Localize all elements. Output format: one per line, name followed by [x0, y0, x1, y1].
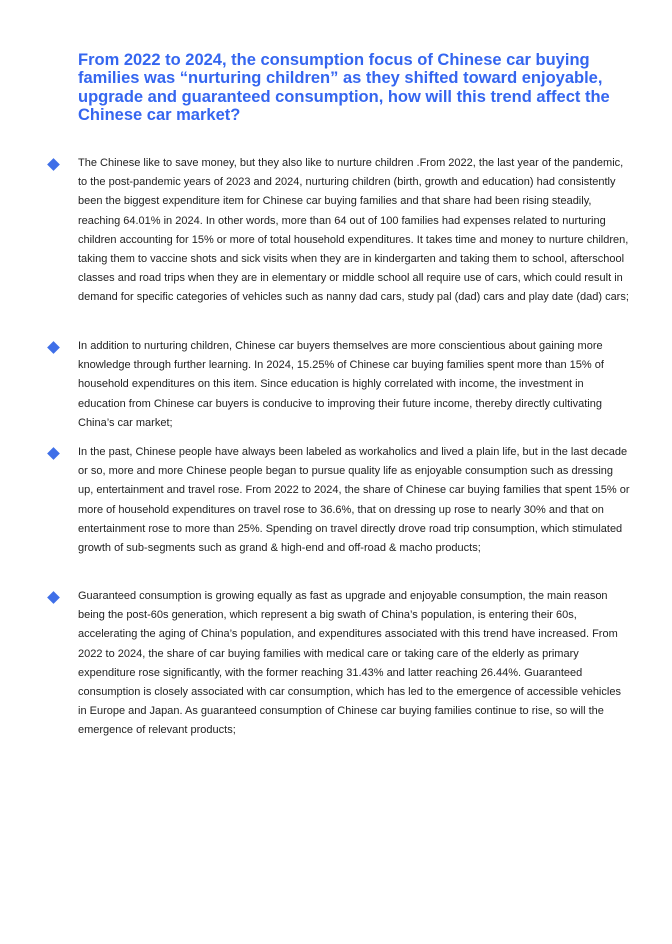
page-title: From 2022 to 2024, the consumption focus of Chinese car buying families was “nurturing children” as they shifted toward enjoyable, upgrade and guaranteed consumption, how will this trend affect the Chinese car market? [78, 51, 610, 124]
bullet-paragraph-guaranteed-consumption: Guaranteed consumption is growing equally as fast as upgrade and enjoyable consumption, the main reason being the post-60s generation, which represent a big swath of China’s population, is entering their 60s, accelerating the aging of China’s population, and expenditures associated with this trend have increased. From 2022 to 2024, the share of car buying families with medical care or taking care of the elderly as primary expenditure rose significantly, with the former reaching 31.43% and latter reaching 26.44%. Guaranteed consumption is closely associated with car consumption, which has led to the emergence of accessible vehicles in Europe and Japan. As guaranteed consumption of Chinese car buying families continue to rise, so will the emergence of relevant products; [78, 590, 621, 737]
diamond-bullet-icon [47, 158, 60, 171]
bullet-paragraph-nurturing-children: The Chinese like to save money, but they also like to nurture children .From 2022, the last year of the pandemic, to the post-pandemic years of 2023 and 2024, nurturing children (birth, growth and education) had consistently been the biggest expenditure item for Chinese car buying families and that share had been rising steadily, reaching 64.01% in 2024. In other words, more than 64 out of 100 families had expenses related to nurturing children accounting for 15% or more of total household expenditures. It takes time and money to nurture children, taking them to vaccine shots and sick visits when they are in kindergarten and taking them to school, afterschool classes and road trips when they are in elementary or middle school all require use of cars, which could result in demand for specific categories of vehicles such as nanny dad cars, study pal (dad) cars and play date (dad) cars; [78, 157, 629, 304]
bullet-paragraph-enjoyable-consumption: In the past, Chinese people have always been labeled as workaholics and lived a plain life, but in the last decade or so, more and more Chinese people began to pursue quality life as enjoyable consumption such as dressing up, entertainment and travel rose. From 2022 to 2024, the share of Chinese car buying families that spent 15% or more of household expenditures on travel rose to 36.6%, that on dressing up rose to nearly 30% and that on entertainment rose to more than 25%. Spending on travel directly drove road trip consumption, which stimulated growth of sub-segments such as grand & high-end and off-road & macho products; [78, 446, 630, 555]
diamond-bullet-icon [47, 591, 60, 604]
diamond-bullet-icon [47, 447, 60, 460]
diamond-bullet-icon [47, 341, 60, 354]
bullet-paragraph-further-learning: In addition to nurturing children, Chinese car buyers themselves are more conscientious about gaining more knowledge through further learning. In 2024, 15.25% of Chinese car buying families spent more than 15% of household expenditures on this item. Since education is highly correlated with income, the investment in education from Chinese car buyers is conducive to improving their future income, thereby directly cultivating China’s car market; [78, 340, 604, 429]
